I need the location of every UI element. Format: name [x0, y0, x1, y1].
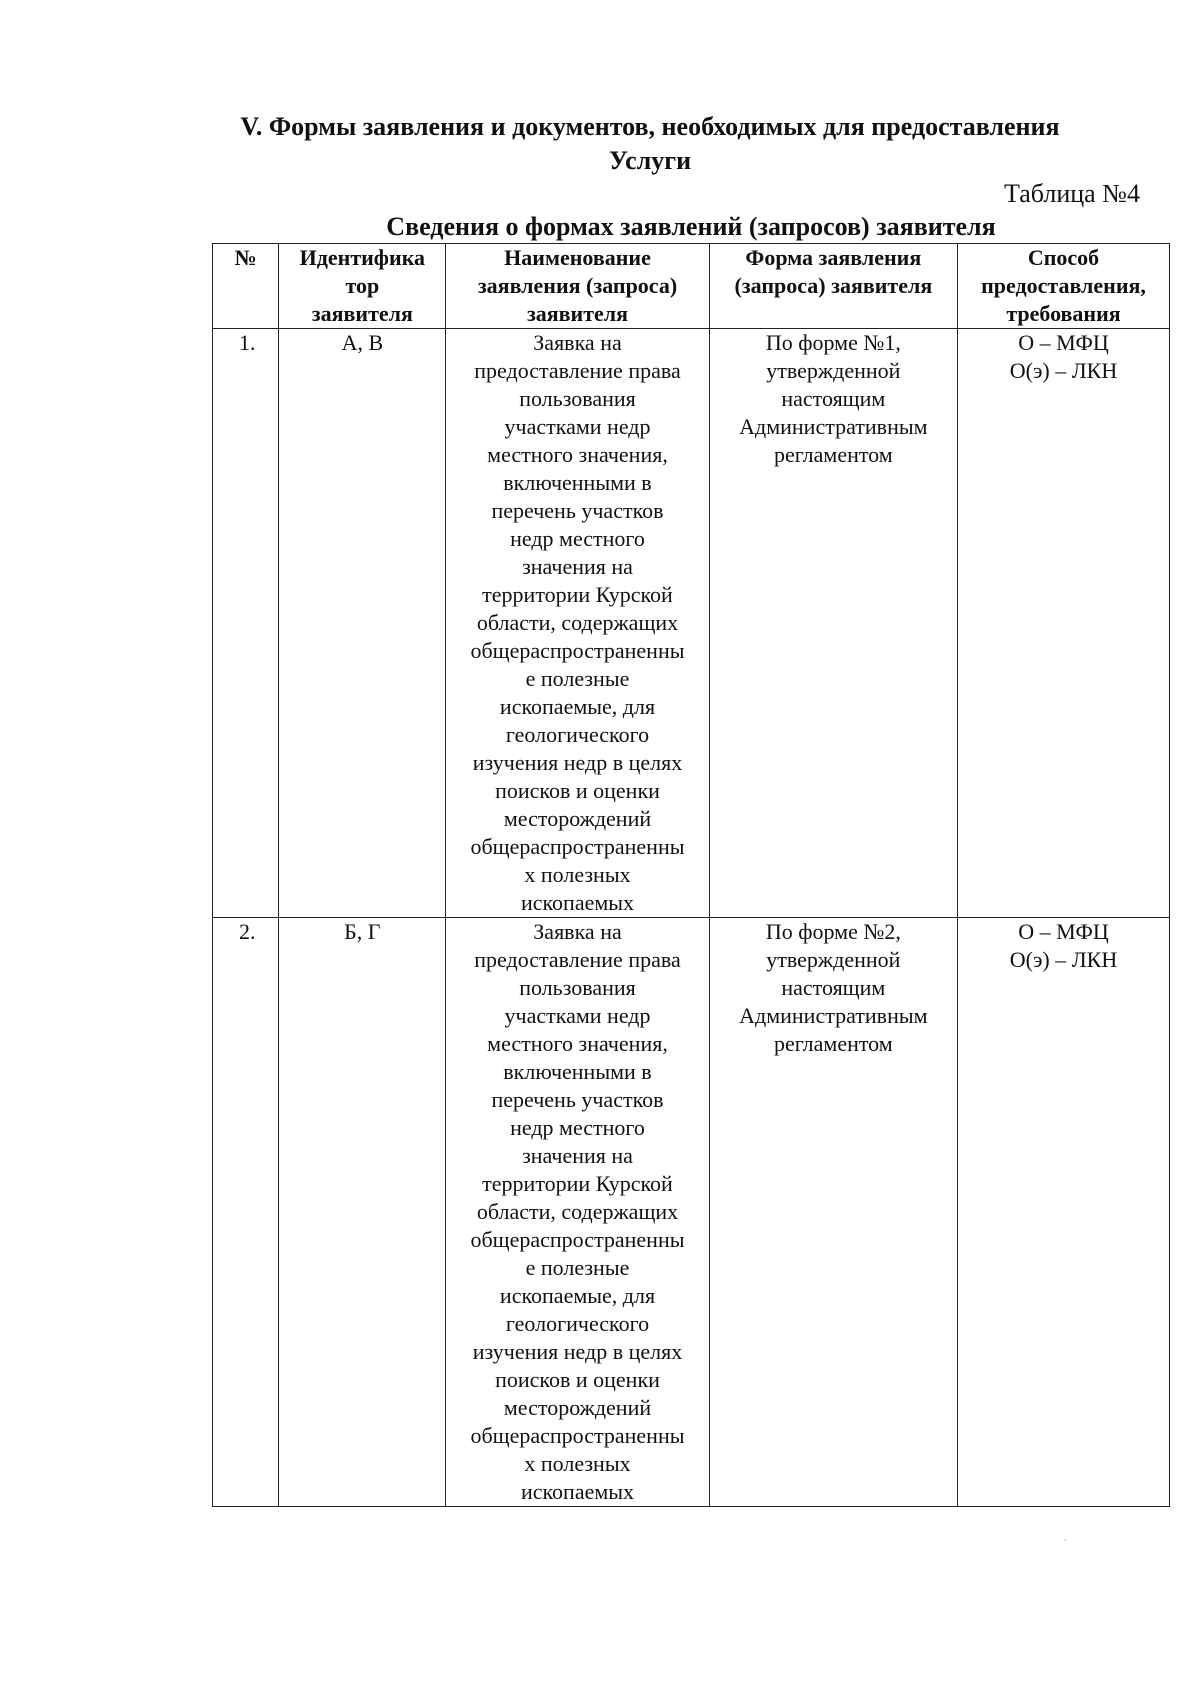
cell-line: предоставление права: [474, 947, 681, 972]
cell-line: О – МФЦ: [1018, 330, 1109, 355]
header-line: Наименование: [504, 245, 651, 270]
header-number-label: №: [234, 245, 257, 270]
cell-line: пользования: [519, 975, 636, 1000]
cell-line: области, содержащих: [476, 610, 679, 635]
row-applicant-id: А, В: [279, 329, 446, 918]
cell-line: значения на: [522, 554, 633, 579]
cell-line: регламентом: [773, 442, 893, 467]
cell-line: ископаемых: [520, 1479, 635, 1504]
cell-line: поисков и оценки: [495, 1367, 660, 1392]
cell-line: недр местного: [510, 1115, 645, 1140]
cell-line: По форме №1,: [765, 330, 901, 355]
header-line: заявления (запроса): [477, 273, 678, 298]
cell-line: геологического: [505, 722, 650, 747]
header-line: Идентифика: [299, 245, 426, 270]
heading-line-2: Услуги: [608, 146, 692, 175]
cell-line: изучения недр в целях: [472, 1339, 683, 1364]
header-line: предоставления,: [981, 273, 1146, 298]
cell-line: перечень участков: [491, 498, 664, 523]
cell-line: пользования: [519, 386, 636, 411]
cell-line: утвержденной: [766, 358, 901, 383]
header-line: Способ: [1027, 245, 1100, 270]
header-line: заявителя: [526, 301, 629, 326]
cell-line: О(э) – ЛКН: [1009, 358, 1118, 383]
cell-line: включенными в: [503, 470, 652, 495]
header-number: [213, 244, 279, 329]
header-line: (запроса) заявителя: [734, 273, 933, 298]
cell-line: утвержденной: [766, 947, 901, 972]
cell-line: участками недр: [504, 1003, 651, 1028]
cell-line: По форме №2,: [765, 919, 901, 944]
row-application-name: [446, 329, 709, 918]
table-number: Таблица №4: [1003, 179, 1140, 208]
cell-line: местного значения,: [487, 442, 668, 467]
cell-line: участками недр: [504, 414, 651, 439]
application-forms-table: [212, 243, 1170, 1507]
header-applicant-id: [279, 244, 446, 329]
cell-line: недр местного: [510, 526, 645, 551]
header-application-form: [709, 244, 957, 329]
row-application-form: [709, 918, 957, 1507]
cell-line: включенными в: [503, 1059, 652, 1084]
table-header: [213, 244, 1170, 329]
table-body: [213, 329, 1170, 1507]
header-line: требования: [1006, 301, 1121, 326]
cell-line: настоящим: [781, 386, 886, 411]
row-applicant-id: Б, Г: [279, 918, 446, 1507]
cell-line: геологического: [505, 1311, 650, 1336]
cell-line: е полезные: [525, 1255, 630, 1280]
cell-line: ископаемые, для: [499, 1283, 656, 1308]
header-line: Форма заявления: [745, 245, 922, 270]
cell-line: территории Курской: [482, 582, 673, 607]
cell-line: е полезные: [525, 666, 630, 691]
cell-line: области, содержащих: [476, 1199, 679, 1224]
row-number: 2.: [213, 918, 279, 1507]
cell-line: территории Курской: [482, 1171, 673, 1196]
cell-line: О(э) – ЛКН: [1009, 947, 1118, 972]
table-row: [213, 329, 1170, 918]
cell-line: общераспространенны: [470, 1227, 685, 1252]
cell-line: перечень участков: [491, 1087, 664, 1112]
row-submission-method: [958, 329, 1170, 918]
cell-line: х полезных: [524, 862, 631, 887]
cell-line: месторождений: [503, 1395, 652, 1420]
header-line: тор: [345, 273, 380, 298]
cell-line: изучения недр в целях: [472, 750, 683, 775]
table-caption: Сведения о формах заявлений (запросов) заявителя: [386, 212, 996, 241]
cell-line: общераспространенны: [470, 638, 685, 663]
cell-line: О – МФЦ: [1018, 919, 1109, 944]
cell-line: общераспространенны: [470, 1423, 685, 1448]
row-application-form: [709, 329, 957, 918]
table-row: [213, 918, 1170, 1507]
row-number: 1.: [213, 329, 279, 918]
cell-line: настоящим: [781, 975, 886, 1000]
cell-line: местного значения,: [487, 1031, 668, 1056]
cell-line: ископаемых: [520, 890, 635, 915]
cell-line: значения на: [522, 1143, 633, 1168]
header-line: заявителя: [311, 301, 413, 326]
cell-line: Заявка на: [533, 330, 622, 355]
page-heading: [150, 110, 1150, 178]
cell-line: месторождений: [503, 806, 652, 831]
cell-line: х полезных: [524, 1451, 631, 1476]
table-header-row: [213, 244, 1170, 329]
header-submission-method: [958, 244, 1170, 329]
cell-line: ископаемые, для: [499, 694, 656, 719]
cell-line: Административным: [739, 1003, 928, 1028]
cell-line: поисков и оценки: [495, 778, 660, 803]
row-application-name: [446, 918, 709, 1507]
header-application-name: [446, 244, 709, 329]
cell-line: общераспространенны: [470, 834, 685, 859]
cell-line: Административным: [739, 414, 928, 439]
cell-line: Заявка на: [533, 919, 622, 944]
scan-mark: .: [1064, 1530, 1067, 1544]
cell-line: предоставление права: [474, 358, 681, 383]
row-submission-method: [958, 918, 1170, 1507]
heading-line-1: V. Формы заявления и документов, необходимых для предоставления: [240, 112, 1060, 141]
cell-line: регламентом: [773, 1031, 893, 1056]
